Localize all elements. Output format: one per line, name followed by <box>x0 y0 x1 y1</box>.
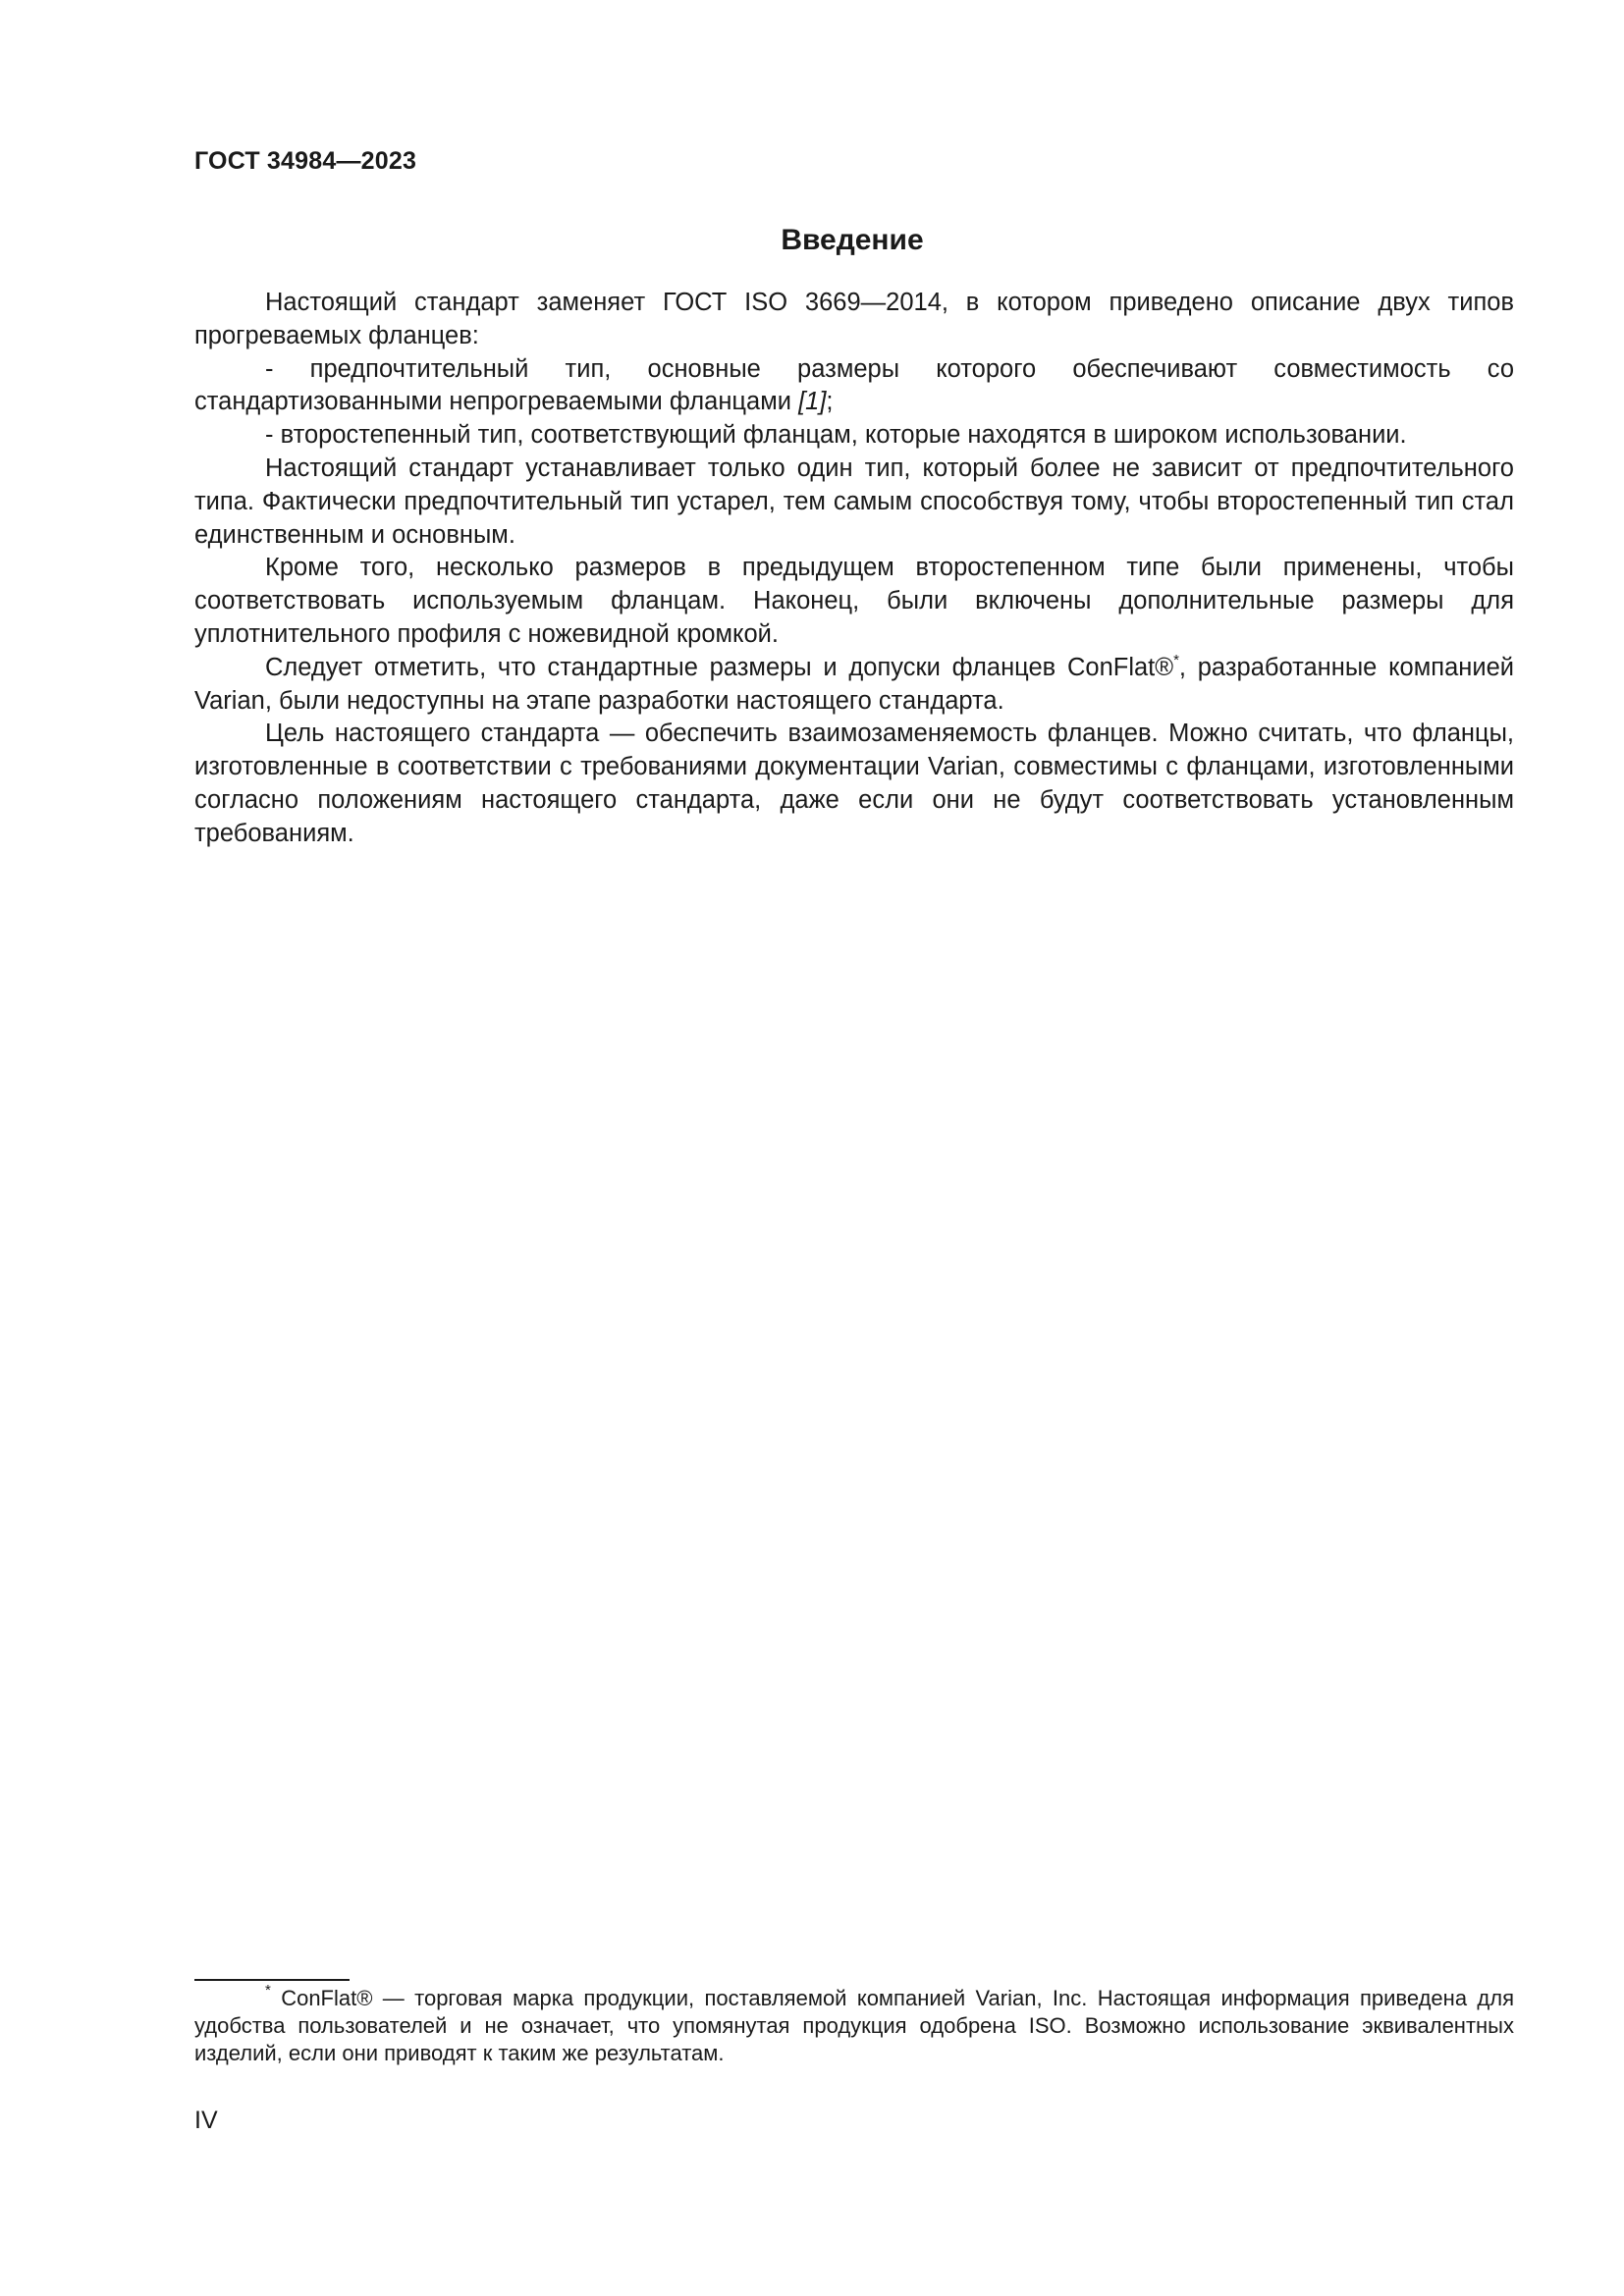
footnote-mark: * <box>265 1982 271 1999</box>
paragraph-list-item: - второстепенный тип, соответствующий фланцам, которые находятся в широком использовании. <box>265 421 1407 450</box>
footnote-text: ConFlat® — торговая марка продукции, поставляемой компанией Varian, Inc. Настоящая информация приведена для удобства пользователей и не означает, что упомянутая продукция одобрена ISO. Возможно использование эквивалентных изделий, если они приводят к таким же результатам. <box>194 1986 1514 2065</box>
paragraph: Настоящий стандарт заменяет ГОСТ ISO 3669—2014, в котором приведено описание двух типов прогреваемых фланцев: <box>194 289 1514 349</box>
page-number: IV <box>194 2107 218 2134</box>
paragraph: Следует отметить, что стандартные размеры и допуски фланцев ConFlat®*, разработанные компанией Varian, были недоступны на этапе разработки настоящего стандарта. <box>194 651 1515 715</box>
document-id-header: ГОСТ 34984—2023 <box>194 147 417 175</box>
paragraph: Кроме того, несколько размеров в предыдущем второстепенном типе были применены, чтобы соответствовать используемым фланцам. Наконец, были включены дополнительные размеры для уплотнительного профиля с ножевидной кромкой. <box>194 554 1514 648</box>
paragraph: Цель настоящего стандарта — обеспечить взаимозаменяемость фланцев. Можно считать, что фланцы, изготовленные в соответствии с требованиями документации Varian, совместимы с фланцами, изготовленными согласно положениям настоящего стандарта, даже если они не будут соответствовать установленным требованиям. <box>194 720 1514 847</box>
footnote-reference[interactable]: * <box>1173 651 1179 668</box>
footnote-divider <box>194 1979 350 1981</box>
section-title: Введение <box>781 224 924 256</box>
paragraph-list-item: - предпочтительный тип, основные размеры которого обеспечивают совместимость со стандартизованными непрогреваемыми фланцами [1]; <box>194 354 1514 416</box>
introduction-body <box>194 287 1514 851</box>
paragraph: Настоящий стандарт устанавливает только один тип, который более не зависит от предпочтительного типа. Фактически предпочтительный тип устарел, тем самым способствуя тому, чтобы второстепенный тип стал единственным и основным. <box>194 454 1514 549</box>
citation-reference[interactable]: [1] <box>798 388 827 416</box>
footnote <box>194 1982 1514 2067</box>
